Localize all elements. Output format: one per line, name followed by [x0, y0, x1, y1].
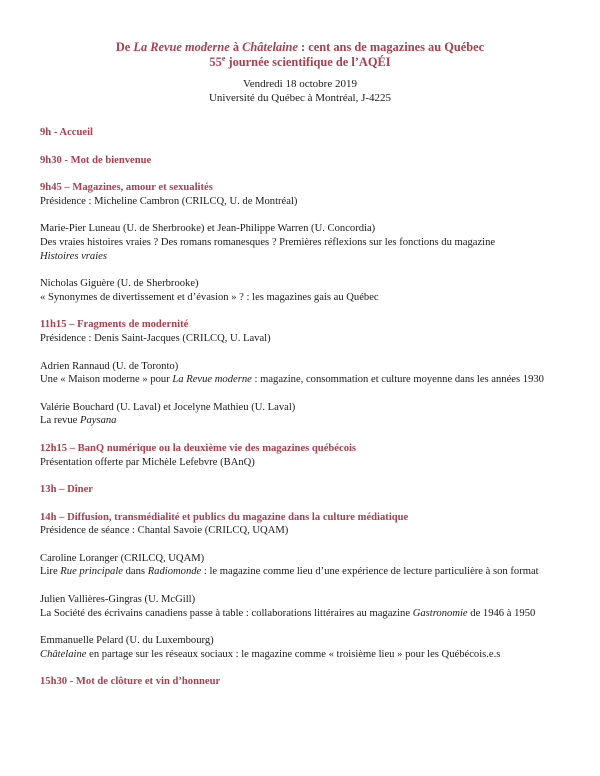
event-location: Université du Québec à Montréal, J-4225 [208, 91, 392, 104]
session-4-title: 14h – Diffusion, transmédialité et publics du magazine dans la culture médiatique [40, 511, 409, 523]
session-3-note: Présentation offerte par Michèle Lefebvre (BAnQ) [40, 456, 255, 468]
program-body [40, 126, 560, 689]
session-2-chair: Présidence : Denis Saint-Jacques (CRILCQ, U. Laval) [40, 332, 271, 344]
talk-2-author: Nicholas Giguère (U. de Sherbrooke) [40, 278, 199, 290]
talk-5-title: Lire Rue principale dans Radiomonde : le magazine comme lieu d’une expérience de lecture particulière à son format [40, 566, 539, 578]
session-4-chair: Présidence de séance : Chantal Savoie (CRILCQ, UQAM) [40, 525, 289, 537]
talk-4-title: La revue Paysana [40, 415, 117, 427]
session-1-chair: Présidence : Micheline Cambron (CRILCQ, U. de Montréal) [40, 195, 298, 207]
slot-lunch-title: 13h – Dîner [40, 484, 93, 496]
session-2-title: 11h15 – Fragments de modernité [40, 319, 189, 331]
talk-6-author: Julien Vallières-Gingras (U. McGill) [40, 594, 196, 606]
event-title: De La Revue moderne à Châtelaine : cent ans de magazines au Québec [115, 40, 485, 54]
slot-welcome-title: 9h - Accueil [40, 127, 93, 138]
session-1-title: 9h45 – Magazines, amour et sexualités [40, 182, 213, 194]
talk-3-author: Adrien Rannaud (U. de Toronto) [40, 360, 179, 372]
talk-4-authors: Valérie Bouchard (U. Laval) et Jocelyne Mathieu (U. Laval) [40, 401, 296, 413]
talk-2-title: « Synonymes de divertissement et d’évasion » ? : les magazines gais au Québec [40, 291, 379, 303]
slot-opening-title: 9h30 - Mot de bienvenue [40, 154, 152, 166]
talk-6-title: La Société des écrivains canadiens passe à table : collaborations littéraires au magazine Gastronomie de 1946 à 1950 [40, 607, 536, 619]
event-subtitle: 55e journée scientifique de l’AQÉI [209, 53, 391, 69]
event-date: Vendredi 18 octobre 2019 [243, 78, 357, 90]
slot-closing-title: 15h30 - Mot de clôture et vin d’honneur [40, 676, 221, 688]
document-header [0, 40, 600, 105]
talk-1-authors: Marie-Pier Luneau (U. de Sherbrooke) et Jean-Philippe Warren (U. Concordia) [40, 223, 376, 235]
talk-7-title: Châtelaine en partage sur les réseaux sociaux : le magazine comme « troisième lieu » pour les Québécois.e.s [40, 648, 501, 660]
session-3-title: 12h15 – BanQ numérique ou la deuxième vie des magazines québécois [40, 442, 357, 454]
talk-5-author: Caroline Loranger (CRILCQ, UQAM) [40, 552, 205, 564]
talk-7-author: Emmanuelle Pelard (U. du Luxembourg) [40, 635, 214, 647]
talk-1-title: Des vraies histoires vraies ? Des romans romanesques ? Premières réflexions sur les fonctions du magazine Histoires vraies [40, 236, 496, 262]
talk-3-title: Une « Maison moderne » pour La Revue moderne : magazine, consommation et culture moyenne dans les années 1930 [40, 374, 544, 386]
